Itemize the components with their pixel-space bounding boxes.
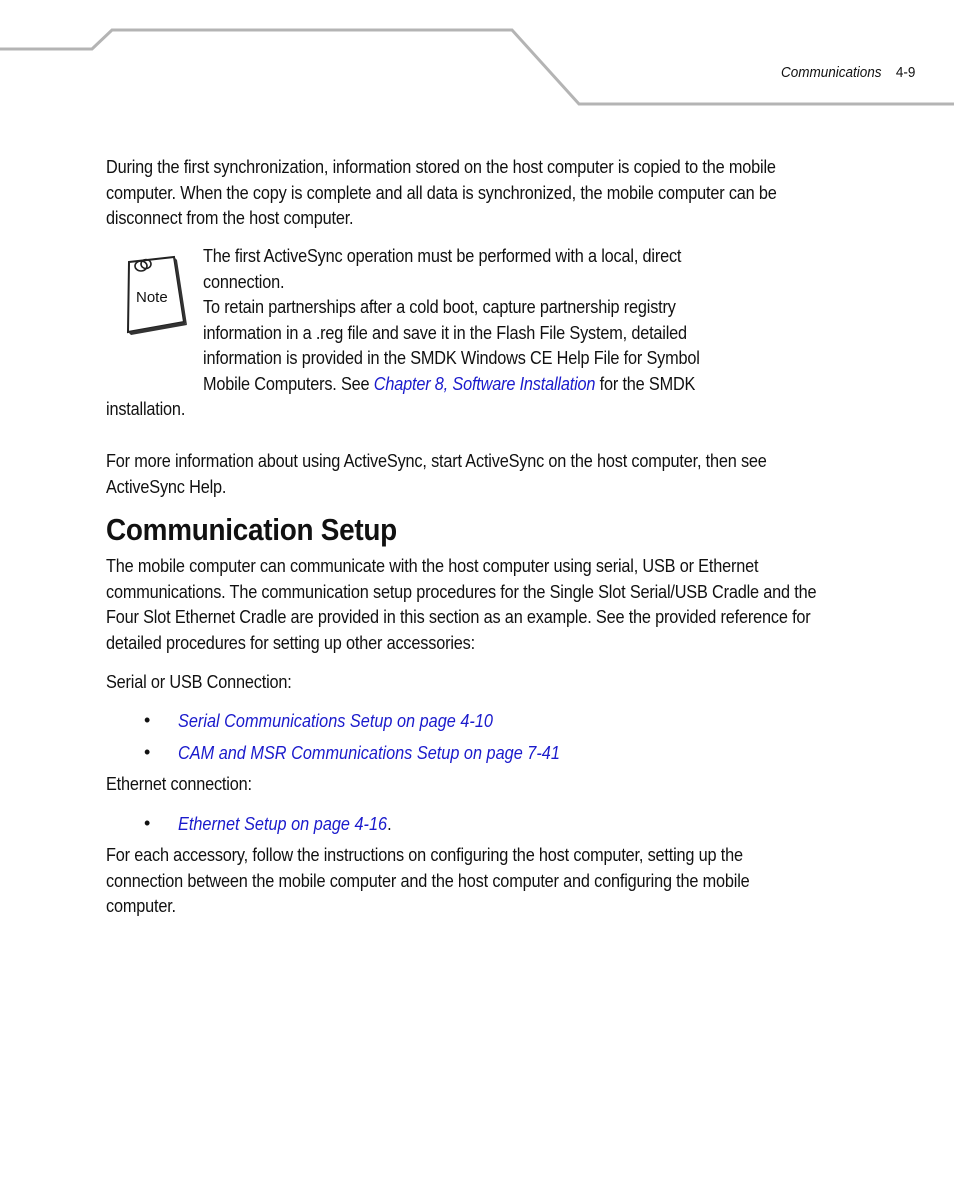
text-span: for the SMDK [595, 372, 696, 394]
text-line: computer. When the copy is complete and all data is synchronized, the mobile computer can be [106, 181, 777, 203]
bullet: • [144, 710, 151, 730]
text-span: . [387, 813, 392, 834]
text-line: For each accessory, follow the instructions on configuring the host computer, setting up the [106, 844, 743, 865]
running-head-section: Communications [780, 64, 882, 81]
bullet: • [144, 813, 151, 833]
text-line: For more information about using ActiveSync, start ActiveSync on the host computer, then see [106, 450, 767, 471]
text-span: Mobile Computers. See [203, 372, 374, 394]
text-line: connection. [203, 270, 285, 292]
serial-communications-link[interactable]: Serial Communications Setup on page 4-10 [178, 710, 493, 731]
note-text [203, 243, 700, 396]
text-line: detailed procedures for setting up other accessories: [106, 631, 475, 653]
header-rule [0, 0, 954, 110]
text-line [203, 371, 700, 397]
closing-paragraph [106, 842, 750, 919]
running-head [781, 64, 915, 81]
serial-label [106, 669, 292, 695]
bullet-item [178, 811, 392, 836]
bullet-item [178, 708, 493, 733]
note-text-continuation [106, 396, 185, 422]
section-paragraph [106, 553, 816, 655]
text-line: The mobile computer can communicate with the host computer using serial, USB or Ethernet [106, 555, 759, 576]
page-number: 4-9 [895, 64, 915, 81]
text-line: disconnect from the host computer. [106, 207, 354, 228]
text-line: information is provided in the SMDK Windows CE Help File for Symbol [203, 347, 700, 368]
text-line: Serial or USB Connection: [106, 671, 292, 692]
bullet: • [144, 742, 151, 762]
chapter-8-link[interactable]: Chapter 8, Software Installation [373, 372, 596, 394]
text-line: The first ActiveSync operation must be performed with a local, direct [203, 245, 682, 266]
text-line: To retain partnerships after a cold boot, capture partnership registry [203, 296, 676, 317]
note-icon-label: Note [136, 289, 168, 306]
more-info-paragraph [106, 448, 767, 499]
text-line: information in a .reg file and save it in the Flash File System, detailed [203, 321, 687, 343]
text-line: installation. [106, 398, 186, 419]
ethernet-label [106, 771, 252, 797]
text-line: During the first synchronization, information stored on the host computer is copied to the mobile [106, 156, 776, 177]
text-line: Four Slot Ethernet Cradle are provided in this section as an example. See the provided reference for [106, 606, 811, 627]
intro-paragraph [106, 154, 777, 231]
text-line: ActiveSync Help. [106, 475, 227, 497]
cam-msr-communications-link[interactable]: CAM and MSR Communications Setup on page 7-41 [178, 742, 560, 763]
text-line: communications. The communication setup procedures for the Single Slot Serial/USB Cradle and the [106, 580, 817, 602]
text-line: computer. [106, 895, 176, 916]
text-line: connection between the mobile computer and the host computer and configuring the mobile [106, 869, 750, 891]
note-icon [114, 252, 194, 338]
bullet-item [178, 740, 560, 765]
text-line: Ethernet connection: [106, 773, 252, 794]
ethernet-setup-link[interactable]: Ethernet Setup on page 4-16 [178, 813, 388, 834]
section-heading: Communication Setup [106, 512, 397, 547]
